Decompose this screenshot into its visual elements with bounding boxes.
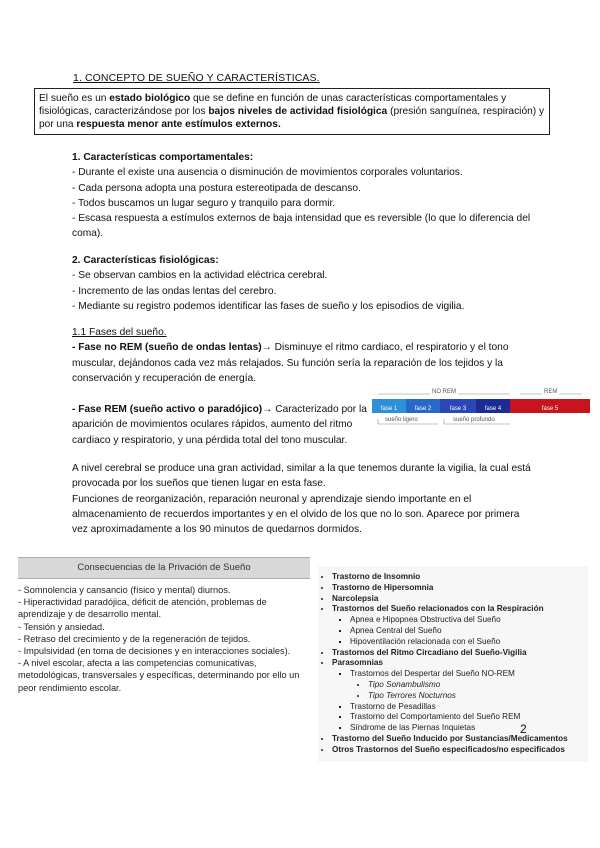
physiological-heading: 2. Características fisiológicas: bbox=[72, 255, 219, 266]
rem-details bbox=[72, 461, 532, 537]
deprivation-item: - Impulsividad (en toma de decisiones y en interacciones sociales). bbox=[18, 646, 291, 657]
definition-bold-2: bajos niveles de actividad fisiológica bbox=[208, 106, 388, 117]
disorder-subitem-label: Trastornos del Despertar del Sueño NO-REM bbox=[350, 669, 515, 679]
nrem-label: - Fase no REM (sueño de ondas lentas) bbox=[72, 342, 262, 354]
definition-box bbox=[34, 88, 550, 135]
behavioral-item: - Escasa respuesta a estímulos externos de baja intensidad que es reversible (lo que lo diferencia del coma). bbox=[72, 213, 531, 240]
deprivation-table bbox=[18, 557, 310, 694]
definition-bold-1: estado biológico bbox=[109, 93, 191, 104]
disorder-item bbox=[332, 658, 588, 734]
rem-detail-1: A nivel cerebral se produce una gran actividad, similar a la que tenemos durante la vigilia, la cual está provocada por los sueños que tienen lugar en esta fase. bbox=[72, 463, 531, 490]
rem-detail-2: Funciones de reorganización, reparación neuronal y aprendizaje siendo importante en el almacenamiento de recuerdos importantes y en el olvido de los que no lo son. Aparece por primera vez aproximadamente a los 90 minutos de quedarnos dormidos. bbox=[72, 493, 520, 536]
stage-cell: fase 1 bbox=[372, 399, 406, 413]
disorder-subitem bbox=[350, 669, 588, 701]
deprivation-item: - Hiperactividad paradójica, déficit de atención, problemas de aprendizaje y de desarrollo mental. bbox=[18, 597, 267, 620]
rem-paragraph bbox=[72, 402, 372, 448]
page-number: 2 bbox=[520, 722, 527, 736]
disorder-item: • Trastornos del Ritmo Circadiano del Sueño-Vigilia bbox=[332, 648, 588, 659]
deprivation-item: - A nivel escolar, afecta a las competencias comunicativas, metodológicas, transversales y específicas, determinando por ello un peor rendimiento escolar. bbox=[18, 658, 300, 693]
light-sleep-label: sueño ligero bbox=[385, 417, 418, 423]
stage-cell: fase 4 bbox=[476, 399, 510, 413]
definition-text-3: (presión sanguínea, respiración) y por una bbox=[39, 106, 545, 130]
stage-cell: fase 2 bbox=[406, 399, 440, 413]
sleep-stages-figure bbox=[372, 388, 594, 428]
phases-section bbox=[72, 325, 542, 386]
physiological-item: - Se observan cambios en la actividad eléctrica cerebral. bbox=[72, 270, 328, 282]
phases-heading: 1.1 Fases del sueño. bbox=[72, 327, 167, 338]
disorder-subsubitem-label: Tipo Sonambulismo bbox=[368, 679, 441, 689]
definition-bold-3: respuesta menor ante estímulos externos. bbox=[76, 119, 281, 130]
deprivation-item: - Somnolencia y cansancio (físico y mental) diurnos. bbox=[18, 585, 231, 595]
physiological-item: - Mediante su registro podemos identificar las fases de sueño y los episodios de vigilia. bbox=[72, 300, 465, 312]
disorder-subitem: ▪ Trastorno de Pesadillas bbox=[350, 702, 588, 713]
deep-sleep-label: sueño profundo bbox=[453, 417, 495, 423]
disorder-item: • Otros Trastornos del Sueño especificados/no especificados bbox=[332, 745, 588, 756]
disorder-subitem: ▪ Trastorno del Comportamiento del Sueño REM bbox=[350, 712, 588, 723]
behavioral-item: - Durante el existe una ausencia o disminución de movimientos corporales voluntarios. bbox=[72, 167, 463, 179]
nrem-label-fig: NO REM bbox=[432, 389, 456, 395]
deprivation-item: - Retraso del crecimiento y de la regeneración de tejidos. bbox=[18, 633, 251, 644]
disorder-subsubitem bbox=[368, 680, 588, 691]
disorder-item bbox=[332, 604, 588, 647]
section-title: 1. CONCEPTO DE SUEÑO Y CARACTERÍSTICAS. bbox=[73, 72, 320, 84]
disorder-item-label: Parasomnias bbox=[332, 658, 383, 668]
stage-cell: fase 3 bbox=[440, 399, 476, 413]
definition-text-1: El sueño es un bbox=[39, 93, 110, 104]
stage-cell: fase 5 bbox=[510, 399, 590, 413]
disorder-item: • Trastorno de Hipersomnia bbox=[332, 583, 588, 594]
disorder-item: • Trastorno del Sueño Inducido por Sustancias/Medicamentos bbox=[332, 734, 588, 745]
behavioral-heading: 1. Características comportamentales: bbox=[72, 152, 254, 163]
stages-bar bbox=[372, 399, 590, 413]
rem-text: → Caracterizado por la aparición de movimientos oculares rápidos, aumento del ritmo cardiaco y respiratorio, y una pérdida total del tono muscular. bbox=[72, 404, 367, 446]
disorder-subsubitem-label: Tipo Terrores Nocturnos bbox=[368, 690, 456, 700]
disorders-list bbox=[318, 566, 588, 762]
deprivation-header: Consecuencias de la Privación de Sueño bbox=[18, 557, 310, 579]
definition-text-2: que se define en función de unas características comportamentales y fisiológicas, caracterizándose por los bbox=[39, 93, 507, 117]
physiological-section bbox=[72, 253, 542, 314]
disorder-subsubitem bbox=[368, 691, 588, 702]
disorder-subitem: ▪ Hipoventilación relacionada con el Sueño bbox=[350, 637, 588, 648]
disorder-item-label: Trastornos del Sueño relacionados con la Respiración bbox=[332, 604, 544, 614]
nrem-text: → Disminuye el ritmo cardiaco, el respiratorio y el tono muscular, dejándonos cada vez más relajados. Su función sería la reparación de los tejidos y la conservación y recuperación de energía. bbox=[72, 342, 509, 384]
disorder-subitem: ▪ Apnea e Hipopnea Obstructiva del Sueño bbox=[350, 615, 588, 626]
physiological-item: - Incremento de las ondas lentas del cerebro. bbox=[72, 285, 277, 297]
deprivation-item: - Tensión y ansiedad. bbox=[18, 621, 105, 632]
behavioral-section bbox=[72, 150, 542, 242]
behavioral-item: - Cada persona adopta una postura estereotipada de descanso. bbox=[72, 182, 361, 194]
disorder-subitem: ▪ Apnea Central del Sueño bbox=[350, 626, 588, 637]
rem-label-fig: REM bbox=[544, 389, 558, 395]
disorder-item: • Trastorno de Insomnio bbox=[332, 572, 588, 583]
nrem-paragraph bbox=[72, 340, 542, 386]
behavioral-item: - Todos buscamos un lugar seguro y tranquilo para dormir. bbox=[72, 197, 336, 209]
deprivation-body bbox=[18, 579, 310, 694]
rem-label: - Fase REM (sueño activo o paradójico) bbox=[72, 404, 263, 415]
disorder-item: • Narcolepsia bbox=[332, 594, 588, 605]
disorder-subitem: ▪ Síndrome de las Piernas Inquietas bbox=[350, 723, 588, 734]
